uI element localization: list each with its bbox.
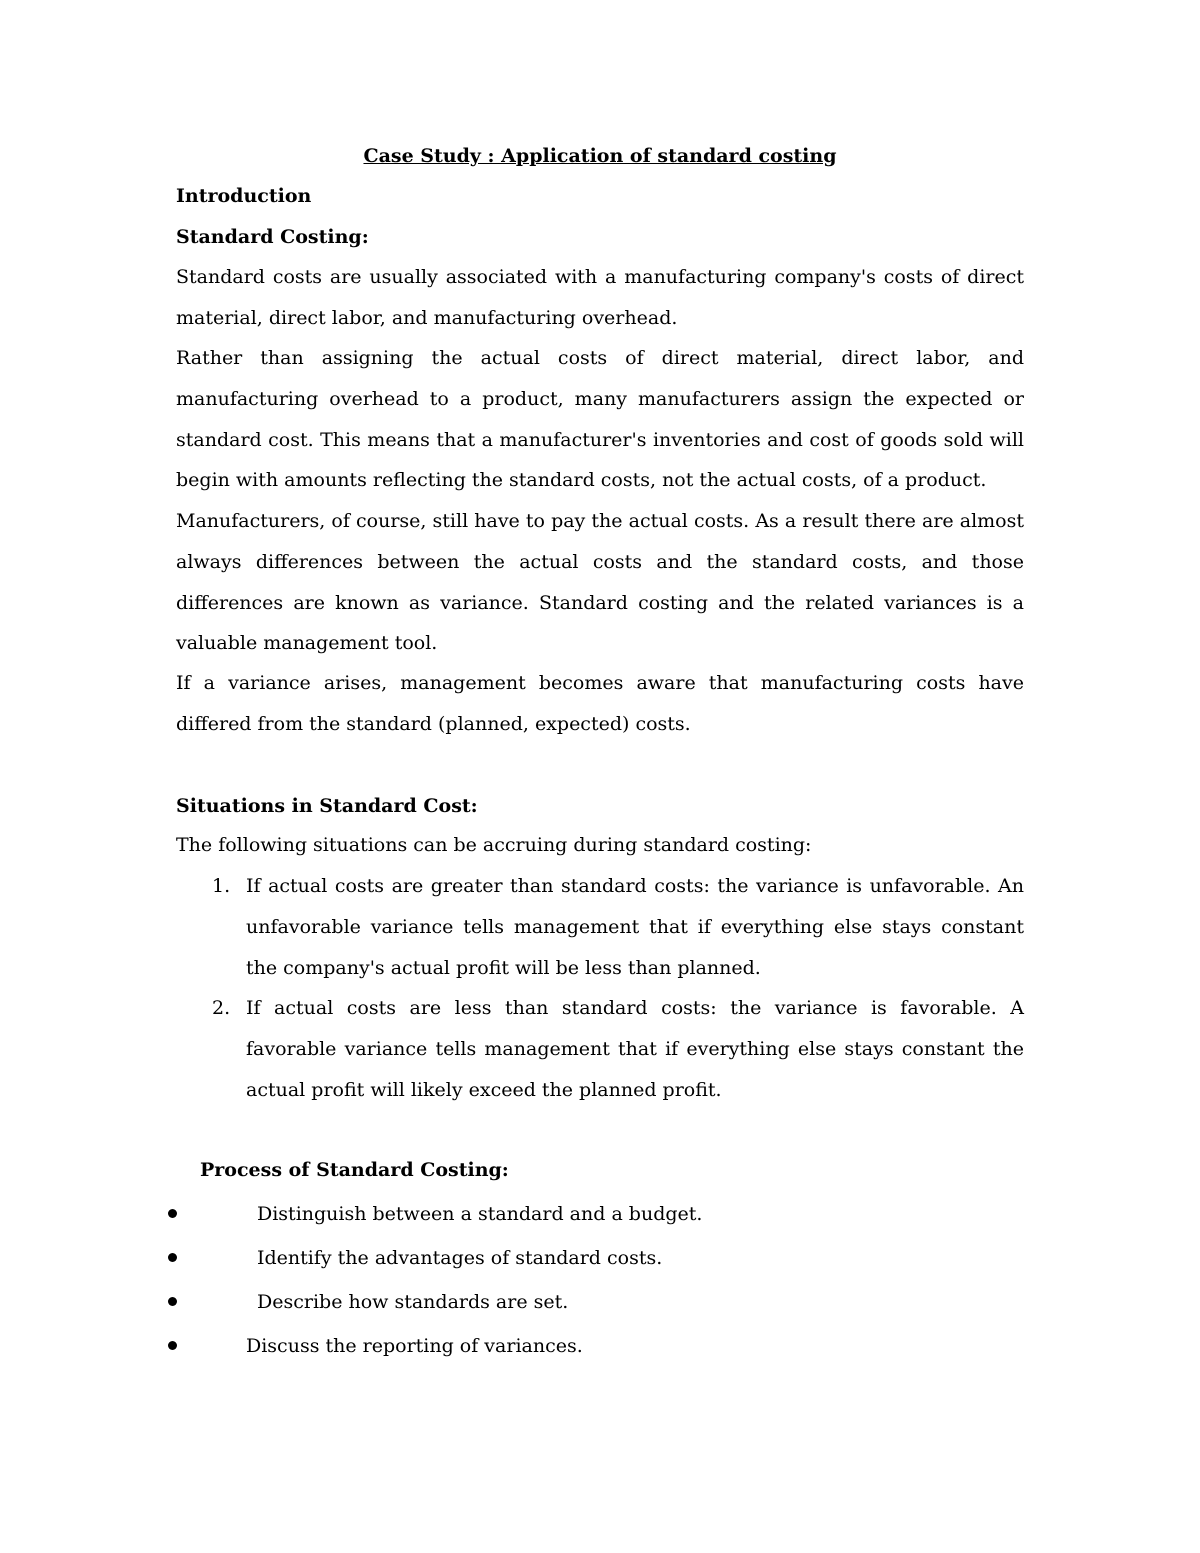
situation-item-number: 1.	[212, 875, 231, 897]
situation-item-2	[176, 988, 1024, 1110]
document-title: Case Study : Application of standard costing	[363, 145, 837, 167]
bullet-icon	[168, 1253, 177, 1262]
standard-costing-paragraph-2: Rather than assigning the actual costs of direct material, direct labor, and manufacturing overhead to a product, many manufacturers assign the expected or standard cost. This means that a manufacturer's inventories and cost of goods sold will begin with amounts reflecting the standard costs, not the actual costs, of a product.	[176, 347, 1024, 492]
standard-costing-paragraph-3: Manufacturers, of course, still have to pay the actual costs. As a result there are almost always differences between the actual costs and the standard costs, and those differences are known as variance. Standard costing and the related variances is a valuable management tool.	[176, 510, 1024, 655]
situation-item-text: If actual costs are greater than standard costs: the variance is unfavorable. An unfavorable variance tells management that if everything else stays constant the company's actual profit will be less than planned.	[246, 875, 1024, 979]
bullet-icon	[168, 1297, 177, 1306]
standard-costing-paragraph-1: Standard costs are usually associated with a manufacturing company's costs of direct material, direct labor, and manufacturing overhead.	[176, 266, 1024, 329]
situations-heading: Situations in Standard Cost:	[176, 795, 478, 817]
bullet-icon	[168, 1341, 177, 1350]
situation-item-1	[176, 866, 1024, 988]
process-item-text: Distinguish between a standard and a budget.	[257, 1203, 703, 1225]
process-heading: Process of Standard Costing:	[200, 1159, 509, 1181]
situations-intro: The following situations can be accruing during standard costing:	[176, 834, 812, 856]
standard-costing-paragraph-4: If a variance arises, management becomes aware that manufacturing costs have differed from the standard (planned, expected) costs.	[176, 672, 1024, 735]
introduction-heading: Introduction	[176, 185, 312, 207]
situation-item-text: If actual costs are less than standard costs: the variance is favorable. A favorable variance tells management that if everything else stays constant the actual profit will likely exceed the planned profit.	[246, 997, 1024, 1101]
situation-item-number: 2.	[212, 997, 231, 1019]
process-item-text: Discuss the reporting of variances.	[246, 1335, 583, 1357]
standard-costing-heading: Standard Costing:	[176, 226, 369, 248]
process-item-text: Identify the advantages of standard costs.	[257, 1247, 663, 1269]
process-item-text: Describe how standards are set.	[257, 1291, 569, 1313]
bullet-icon	[168, 1209, 177, 1218]
